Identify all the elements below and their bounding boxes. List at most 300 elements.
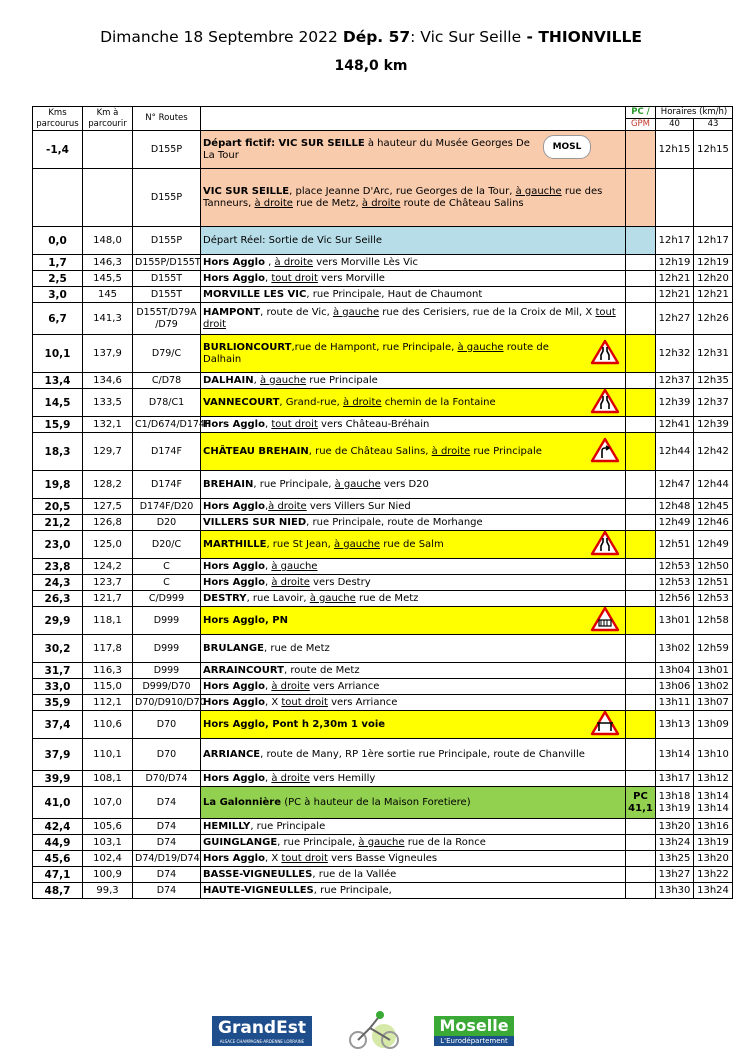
place-name: BASSE-VIGNEULLES xyxy=(203,868,313,880)
description-text xyxy=(203,853,623,865)
route-cell: D74 xyxy=(133,835,201,851)
route-cell: C1/D674/D174F xyxy=(133,417,201,433)
route-cell: D78/C1 xyxy=(133,389,201,417)
description-cell xyxy=(201,335,626,373)
kms-cell: 23,8 xyxy=(33,559,83,575)
route-cell: C xyxy=(133,575,201,591)
description-text xyxy=(203,375,623,387)
place-name: Hors Agglo xyxy=(203,680,265,692)
time-43-cell: 12h39 xyxy=(694,417,733,433)
kms-cell: 10,1 xyxy=(33,335,83,373)
description-directions: , à gauche rue Principale xyxy=(253,374,378,386)
km-remaining-cell: 121,7 xyxy=(83,591,133,607)
time-40-cell: 12h44 xyxy=(656,433,694,471)
route-cell: D70/D74 xyxy=(133,771,201,787)
road-narrows-sign-icon xyxy=(591,389,619,413)
description-cell xyxy=(201,663,626,679)
time-40-cell: 12h32 xyxy=(656,335,694,373)
description-text xyxy=(203,615,623,627)
km-remaining-cell: 146,3 xyxy=(83,255,133,271)
description-directions: , à droite vers Arriance xyxy=(264,680,380,692)
place-name: BREHAIN xyxy=(203,478,254,490)
time-43-cell: 13h07 xyxy=(694,695,733,711)
km-remaining-cell: 126,8 xyxy=(83,515,133,531)
time-43-cell: 12h59 xyxy=(694,635,733,663)
time-43-cell: 12h51 xyxy=(694,575,733,591)
description-cell xyxy=(201,531,626,559)
description-plain: Départ Réel: Sortie de Vic Sur Seille xyxy=(203,234,382,246)
cyclist-logo-icon xyxy=(338,1006,410,1050)
km-remaining-cell: 103,1 xyxy=(83,835,133,851)
department-label: Dép. 57 xyxy=(342,28,411,46)
description-text xyxy=(203,235,623,247)
route-cell: D174F/D20 xyxy=(133,499,201,515)
level-crossing-sign-icon xyxy=(591,607,619,631)
description-text xyxy=(203,186,623,210)
pc-cell xyxy=(626,531,656,559)
pc-cell xyxy=(626,835,656,851)
pc-cell xyxy=(626,169,656,227)
description-text xyxy=(203,593,623,605)
table-row xyxy=(33,499,733,515)
kms-cell: 39,9 xyxy=(33,771,83,787)
time-43-cell: 12h46 xyxy=(694,515,733,531)
pc-cell xyxy=(626,471,656,499)
pc-cell xyxy=(626,695,656,711)
description-directions: , à droite vers Hemilly xyxy=(264,772,376,784)
route-to: THIONVILLE xyxy=(538,28,642,46)
time-43-cell: 13h19 xyxy=(694,835,733,851)
description-text xyxy=(203,561,623,573)
description-text xyxy=(203,577,623,589)
km-remaining-cell: 134,6 xyxy=(83,373,133,389)
km-remaining-cell: 128,2 xyxy=(83,471,133,499)
time-43-cell: 12h58 xyxy=(694,607,733,635)
kms-cell xyxy=(33,169,83,227)
kms-cell: 26,3 xyxy=(33,591,83,607)
description-directions: , à droite vers Destry xyxy=(264,576,371,588)
kms-cell: 48,7 xyxy=(33,883,83,899)
table-row xyxy=(33,373,733,389)
table-row xyxy=(33,711,733,739)
time-40-cell: 12h37 xyxy=(656,373,694,389)
description-text xyxy=(203,289,623,301)
place-name: VANNECOURT xyxy=(203,396,280,408)
km-remaining-cell: 123,7 xyxy=(83,575,133,591)
dangerous-turn-sign-icon xyxy=(591,438,619,462)
route-from: : Vic Sur Seille xyxy=(410,28,522,46)
time-43-cell: 12h50 xyxy=(694,559,733,575)
pc-cell xyxy=(626,417,656,433)
time-43-cell: 13h01 xyxy=(694,663,733,679)
description-text xyxy=(203,539,623,551)
description-text xyxy=(203,342,623,366)
time-40-cell: 13h06 xyxy=(656,679,694,695)
time-43-cell xyxy=(694,169,733,227)
pc-cell xyxy=(626,771,656,787)
description-text xyxy=(203,419,623,431)
time-43-cell: 12h45 xyxy=(694,499,733,515)
col-header-routes: N° Routes xyxy=(133,107,201,131)
table-row xyxy=(33,335,733,373)
col-header-speed-43: 43 xyxy=(694,119,733,131)
description-directions: , rue Principale, xyxy=(313,884,392,896)
kms-cell: 15,9 xyxy=(33,417,83,433)
route-cell: D999 xyxy=(133,607,201,635)
description-cell xyxy=(201,389,626,417)
pc-cell xyxy=(626,271,656,287)
km-remaining-cell: 145 xyxy=(83,287,133,303)
kms-cell: -1,4 xyxy=(33,131,83,169)
description-text xyxy=(203,719,623,731)
table-row xyxy=(33,591,733,607)
time-40-cell: 12h53 xyxy=(656,575,694,591)
kms-cell: 41,0 xyxy=(33,787,83,819)
route-cell: D20/C xyxy=(133,531,201,559)
time-40-cell: 12h19 xyxy=(656,255,694,271)
time-43-cell: 13h24 xyxy=(694,883,733,899)
itinerary-table xyxy=(32,106,733,899)
description-directions: , rue Principale, Haut de Chaumont xyxy=(306,288,483,300)
col-header-gpm: GPM xyxy=(626,119,656,131)
place-name: Hors Agglo xyxy=(203,560,265,572)
time-43-cell: 12h26 xyxy=(694,303,733,335)
moselle-logo-text: Moselle xyxy=(434,1016,514,1036)
road-sign xyxy=(591,389,619,417)
pc-cell xyxy=(626,591,656,607)
time-43-cell: 13h09 xyxy=(694,711,733,739)
km-remaining-cell: 110,1 xyxy=(83,739,133,771)
time-43-cell: 13h12 xyxy=(694,771,733,787)
route-cell: D70 xyxy=(133,711,201,739)
description-cell xyxy=(201,559,626,575)
table-row xyxy=(33,169,733,227)
kms-cell: 6,7 xyxy=(33,303,83,335)
pc-cell xyxy=(626,227,656,255)
table-row xyxy=(33,131,733,169)
table-row xyxy=(33,835,733,851)
time-40-cell: 12h53 xyxy=(656,559,694,575)
place-name: Hors Agglo xyxy=(203,418,265,430)
route-cell: D155T xyxy=(133,287,201,303)
time-43-cell: 12h49 xyxy=(694,531,733,559)
description-cell xyxy=(201,591,626,607)
time-40-cell: 13h14 xyxy=(656,739,694,771)
pc-cell xyxy=(626,883,656,899)
pc-cell xyxy=(626,335,656,373)
description-cell xyxy=(201,303,626,335)
grand-est-logo-sub: ALSACE CHAMPAGNE-ARDENNE LORRAINE xyxy=(219,1039,305,1044)
table-row xyxy=(33,635,733,663)
time-40-cell: 12h15 xyxy=(656,131,694,169)
pc-cell: PC 41,1 xyxy=(626,787,656,819)
pc-cell xyxy=(626,373,656,389)
time-40-cell: 13h17 xyxy=(656,771,694,787)
place-name: Hors Agglo xyxy=(203,256,265,268)
km-remaining-cell: 129,7 xyxy=(83,433,133,471)
km-remaining-cell: 148,0 xyxy=(83,227,133,255)
km-remaining-cell: 141,3 xyxy=(83,303,133,335)
pc-cell xyxy=(626,303,656,335)
table-row xyxy=(33,531,733,559)
table-row xyxy=(33,883,733,899)
km-remaining-cell: 127,5 xyxy=(83,499,133,515)
kms-cell: 31,7 xyxy=(33,663,83,679)
pc-cell xyxy=(626,607,656,635)
time-43-cell: 12h20 xyxy=(694,271,733,287)
pc-cell xyxy=(626,255,656,271)
time-40-cell: 13h13 xyxy=(656,711,694,739)
km-remaining-cell xyxy=(83,169,133,227)
kms-cell: 20,5 xyxy=(33,499,83,515)
table-row xyxy=(33,227,733,255)
road-sign xyxy=(591,340,619,368)
route-cell: D174F xyxy=(133,471,201,499)
table-row xyxy=(33,607,733,635)
description-text xyxy=(203,773,623,785)
description-cell xyxy=(201,499,626,515)
table-row xyxy=(33,575,733,591)
time-43-cell: 13h14 13h14 xyxy=(694,787,733,819)
table-row xyxy=(33,271,733,287)
header-row xyxy=(33,107,733,119)
time-40-cell: 13h11 xyxy=(656,695,694,711)
description-directions: , rue Principale, à gauche vers D20 xyxy=(253,478,429,490)
description-text xyxy=(203,821,623,833)
place-name: MORVILLE LES VIC xyxy=(203,288,307,300)
table-row xyxy=(33,471,733,499)
description-cell xyxy=(201,227,626,255)
description-directions: , Grand-rue, à droite chemin de la Fontaine xyxy=(279,396,496,408)
place-name: VILLERS SUR NIED xyxy=(203,516,307,528)
road-sign xyxy=(591,531,619,559)
description-text xyxy=(203,797,623,809)
table-row xyxy=(33,679,733,695)
pc-cell xyxy=(626,515,656,531)
km-remaining-cell: 115,0 xyxy=(83,679,133,695)
description-cell xyxy=(201,373,626,389)
km-remaining-cell: 108,1 xyxy=(83,771,133,787)
time-40-cell: 13h02 xyxy=(656,635,694,663)
kms-cell: 1,7 xyxy=(33,255,83,271)
description-directions: , route de Metz xyxy=(284,664,360,676)
route-cell: D74 xyxy=(133,867,201,883)
km-remaining-cell: 100,9 xyxy=(83,867,133,883)
kms-cell: 30,2 xyxy=(33,635,83,663)
pc-cell xyxy=(626,867,656,883)
route-cell: D70 xyxy=(133,739,201,771)
description-text xyxy=(203,681,623,693)
time-40-cell: 13h30 xyxy=(656,883,694,899)
grand-est-logo-text: GrandEst xyxy=(218,1018,306,1038)
km-remaining-cell xyxy=(83,131,133,169)
time-40-cell: 12h47 xyxy=(656,471,694,499)
time-40-cell: 13h18 13h19 xyxy=(656,787,694,819)
description-directions: , route de Many, RP 1ère sortie rue Principale, route de Chanville xyxy=(260,748,585,760)
description-text xyxy=(203,665,623,677)
time-43-cell: 13h20 xyxy=(694,851,733,867)
kms-cell: 33,0 xyxy=(33,679,83,695)
description-text xyxy=(203,479,623,491)
description-cell xyxy=(201,695,626,711)
kms-cell: 24,3 xyxy=(33,575,83,591)
route-cell: D155T/D79A /D79 xyxy=(133,303,201,335)
description-cell xyxy=(201,471,626,499)
route-cell: D155T xyxy=(133,271,201,287)
pc-cell xyxy=(626,851,656,867)
description-cell xyxy=(201,417,626,433)
description-directions: , place Jeanne D'Arc, rue Georges de la Tour, à gauche rue des Tanneurs, à droite rue de Metz, à droite route de Château Salins xyxy=(203,185,603,209)
route-cell: C xyxy=(133,559,201,575)
pc-cell xyxy=(626,819,656,835)
description-directions: , rue de la Vallée xyxy=(312,868,397,880)
pc-cell xyxy=(626,679,656,695)
km-remaining-cell: 107,0 xyxy=(83,787,133,819)
table-row xyxy=(33,255,733,271)
route-cell: D74/D19/D74 xyxy=(133,851,201,867)
col-header-pc: PC / xyxy=(626,107,656,119)
table-row xyxy=(33,739,733,771)
time-43-cell: 13h10 xyxy=(694,739,733,771)
kms-cell: 0,0 xyxy=(33,227,83,255)
description-directions: , rue Principale, à gauche rue de la Ronce xyxy=(277,836,486,848)
table-row xyxy=(33,867,733,883)
time-40-cell: 12h39 xyxy=(656,389,694,417)
km-remaining-cell: 117,8 xyxy=(83,635,133,663)
km-remaining-cell: 116,3 xyxy=(83,663,133,679)
time-43-cell: 12h37 xyxy=(694,389,733,417)
table-row xyxy=(33,433,733,471)
time-43-cell: 12h44 xyxy=(694,471,733,499)
time-40-cell: 12h17 xyxy=(656,227,694,255)
kms-cell: 42,4 xyxy=(33,819,83,835)
pc-cell xyxy=(626,131,656,169)
road-sign xyxy=(591,438,619,466)
description-text xyxy=(203,397,623,409)
time-40-cell: 13h01 xyxy=(656,607,694,635)
table-row xyxy=(33,819,733,835)
route-cell: D79/C xyxy=(133,335,201,373)
route-cell: D999 xyxy=(133,635,201,663)
description-cell xyxy=(201,679,626,695)
place-name: Hors Agglo, PN xyxy=(203,614,288,626)
description-directions: , tout droit vers Château-Bréhain xyxy=(264,418,430,430)
description-cell xyxy=(201,169,626,227)
kms-cell: 2,5 xyxy=(33,271,83,287)
place-name: ARRIANCE xyxy=(203,748,261,760)
table-row xyxy=(33,663,733,679)
description-directions: , à droite vers Morville Lès Vic xyxy=(264,256,419,268)
description-cell xyxy=(201,131,626,169)
description-directions: , rue de Château Salins, à droite rue Principale xyxy=(308,445,542,457)
description-text xyxy=(203,517,623,529)
kms-cell: 23,0 xyxy=(33,531,83,559)
description-text xyxy=(203,446,623,458)
time-40-cell: 13h25 xyxy=(656,851,694,867)
km-remaining-cell: 132,1 xyxy=(83,417,133,433)
description-cell xyxy=(201,711,626,739)
time-43-cell: 12h19 xyxy=(694,255,733,271)
table-row xyxy=(33,771,733,787)
km-remaining-cell: 145,5 xyxy=(83,271,133,287)
place-name: Hors Agglo xyxy=(203,272,265,284)
time-40-cell: 12h48 xyxy=(656,499,694,515)
road-sign xyxy=(591,711,619,739)
kms-cell: 13,4 xyxy=(33,373,83,389)
description-text xyxy=(203,869,623,881)
description-cell xyxy=(201,787,626,819)
description-cell xyxy=(201,287,626,303)
time-43-cell: 12h53 xyxy=(694,591,733,607)
place-name: BRULANGE xyxy=(203,642,264,654)
km-remaining-cell: 133,5 xyxy=(83,389,133,417)
km-remaining-cell: 125,0 xyxy=(83,531,133,559)
description-directions: , route de Vic, à gauche rue des Cerisiers, rue de la Croix de Mil, X tout droit xyxy=(203,306,616,330)
table-row xyxy=(33,559,733,575)
table-row xyxy=(33,417,733,433)
pc-cell xyxy=(626,389,656,417)
description-directions: , rue Lavoir, à gauche rue de Metz xyxy=(246,592,419,604)
time-40-cell: 12h41 xyxy=(656,417,694,433)
pc-cell xyxy=(626,287,656,303)
mosl-logo: MOSL xyxy=(543,135,591,159)
description-cell xyxy=(201,607,626,635)
description-directions: , X tout droit vers Basse Vigneules xyxy=(264,852,438,864)
moselle-logo-sub: L'Eurodépartement xyxy=(434,1036,514,1046)
description-cell xyxy=(201,771,626,787)
route-cell: D70/D910/D70 xyxy=(133,695,201,711)
place-name: Hors Agglo xyxy=(203,852,265,864)
km-remaining-cell: 105,6 xyxy=(83,819,133,835)
km-remaining-cell: 137,9 xyxy=(83,335,133,373)
time-40-cell: 13h24 xyxy=(656,835,694,851)
col-header-kms: Kms parcourus xyxy=(33,107,83,131)
description-text xyxy=(203,697,623,709)
description-text xyxy=(203,307,623,331)
grand-est-logo xyxy=(212,1016,312,1046)
route-cell: D999 xyxy=(133,663,201,679)
description-text xyxy=(203,749,623,761)
route-cell: D74 xyxy=(133,787,201,819)
route-cell: D74 xyxy=(133,819,201,835)
road-narrows-sign-icon xyxy=(591,340,619,364)
time-43-cell: 13h16 xyxy=(694,819,733,835)
pc-cell xyxy=(626,635,656,663)
time-43-cell: 12h17 xyxy=(694,227,733,255)
description-directions: , rue Principale, route de Morhange xyxy=(306,516,483,528)
route-cell: D74 xyxy=(133,883,201,899)
time-40-cell: 12h21 xyxy=(656,271,694,287)
time-43-cell: 12h15 xyxy=(694,131,733,169)
place-name: Hors Agglo xyxy=(203,696,265,708)
description-directions: , tout droit vers Morville xyxy=(264,272,385,284)
place-name: DALHAIN xyxy=(203,374,254,386)
description-text xyxy=(203,257,623,269)
description-directions: , rue Principale xyxy=(250,820,326,832)
route-cell: C/D999 xyxy=(133,591,201,607)
time-43-cell: 12h35 xyxy=(694,373,733,389)
description-cell xyxy=(201,575,626,591)
kms-cell: 45,6 xyxy=(33,851,83,867)
description-cell xyxy=(201,739,626,771)
time-40-cell: 13h27 xyxy=(656,867,694,883)
table-row xyxy=(33,695,733,711)
page-title xyxy=(0,28,742,46)
place-name: ARRAINCOURT xyxy=(203,664,285,676)
time-43-cell: 12h21 xyxy=(694,287,733,303)
pc-cell xyxy=(626,499,656,515)
col-header-horaires: Horaires (km/h) xyxy=(656,107,733,119)
